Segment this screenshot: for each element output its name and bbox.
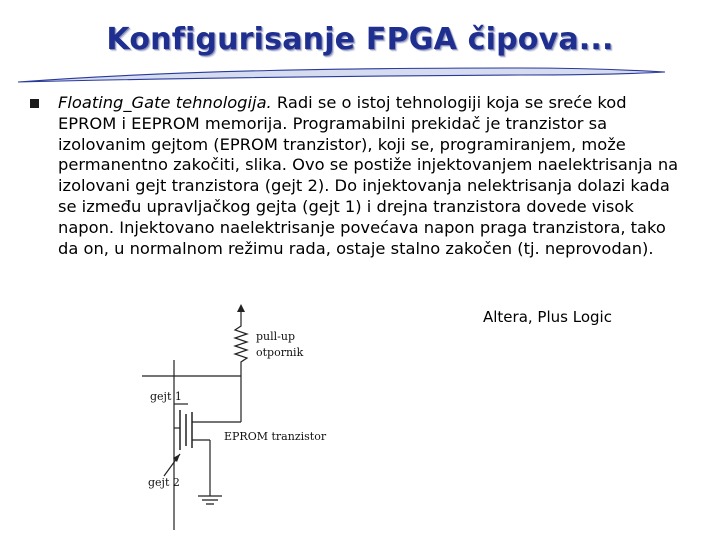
figure-credit: Altera, Plus Logic: [483, 308, 612, 326]
paragraph-body: Radi se o istoj tehnologiji koja se sreće kod EPROM i EEPROM memorija. Programabilni prekidač je tranzistor sa izolovanim gejtom (EPROM tranzistor), koji se, programiranjem, može permanentno zakočiti, slika. Ovo se postiže injektovanjem naelektrisanja na izolovani gejt tranzistora (gejt 2). Do injektovanja nelektrisanja dolazi kada se između upravljačkog gejta (gejt 1) i drejna tranzistora dovede visok napon. Injektovano naelektrisanje povećava napon praga tranzistora, tako da on, u normalnom režimu rada, ostaje stalno zakočen (tj. neprovodan).: [58, 93, 679, 258]
body-paragraph: [58, 93, 688, 259]
gate2-label: gejt 2: [148, 476, 180, 489]
slide-title: Konfigurisanje FPGA čipova...: [106, 22, 614, 57]
ground-icon: [198, 496, 222, 504]
gate1-label: gejt 1: [150, 390, 182, 403]
pullup-label-2: otpornik: [256, 346, 304, 359]
pullup-resistor: [235, 320, 247, 366]
title-underline-swoosh: [0, 58, 720, 88]
gate2-arrow-icon: [164, 454, 180, 476]
vcc-arrow-icon: [237, 304, 245, 320]
square-bullet-icon: [30, 99, 39, 108]
paragraph-lead: Floating_Gate tehnologija.: [58, 93, 272, 112]
transistor-label: EPROM tranzistor: [224, 430, 327, 443]
eprom-transistor-diagram: [140, 300, 380, 530]
pullup-label-1: pull-up: [256, 330, 296, 343]
